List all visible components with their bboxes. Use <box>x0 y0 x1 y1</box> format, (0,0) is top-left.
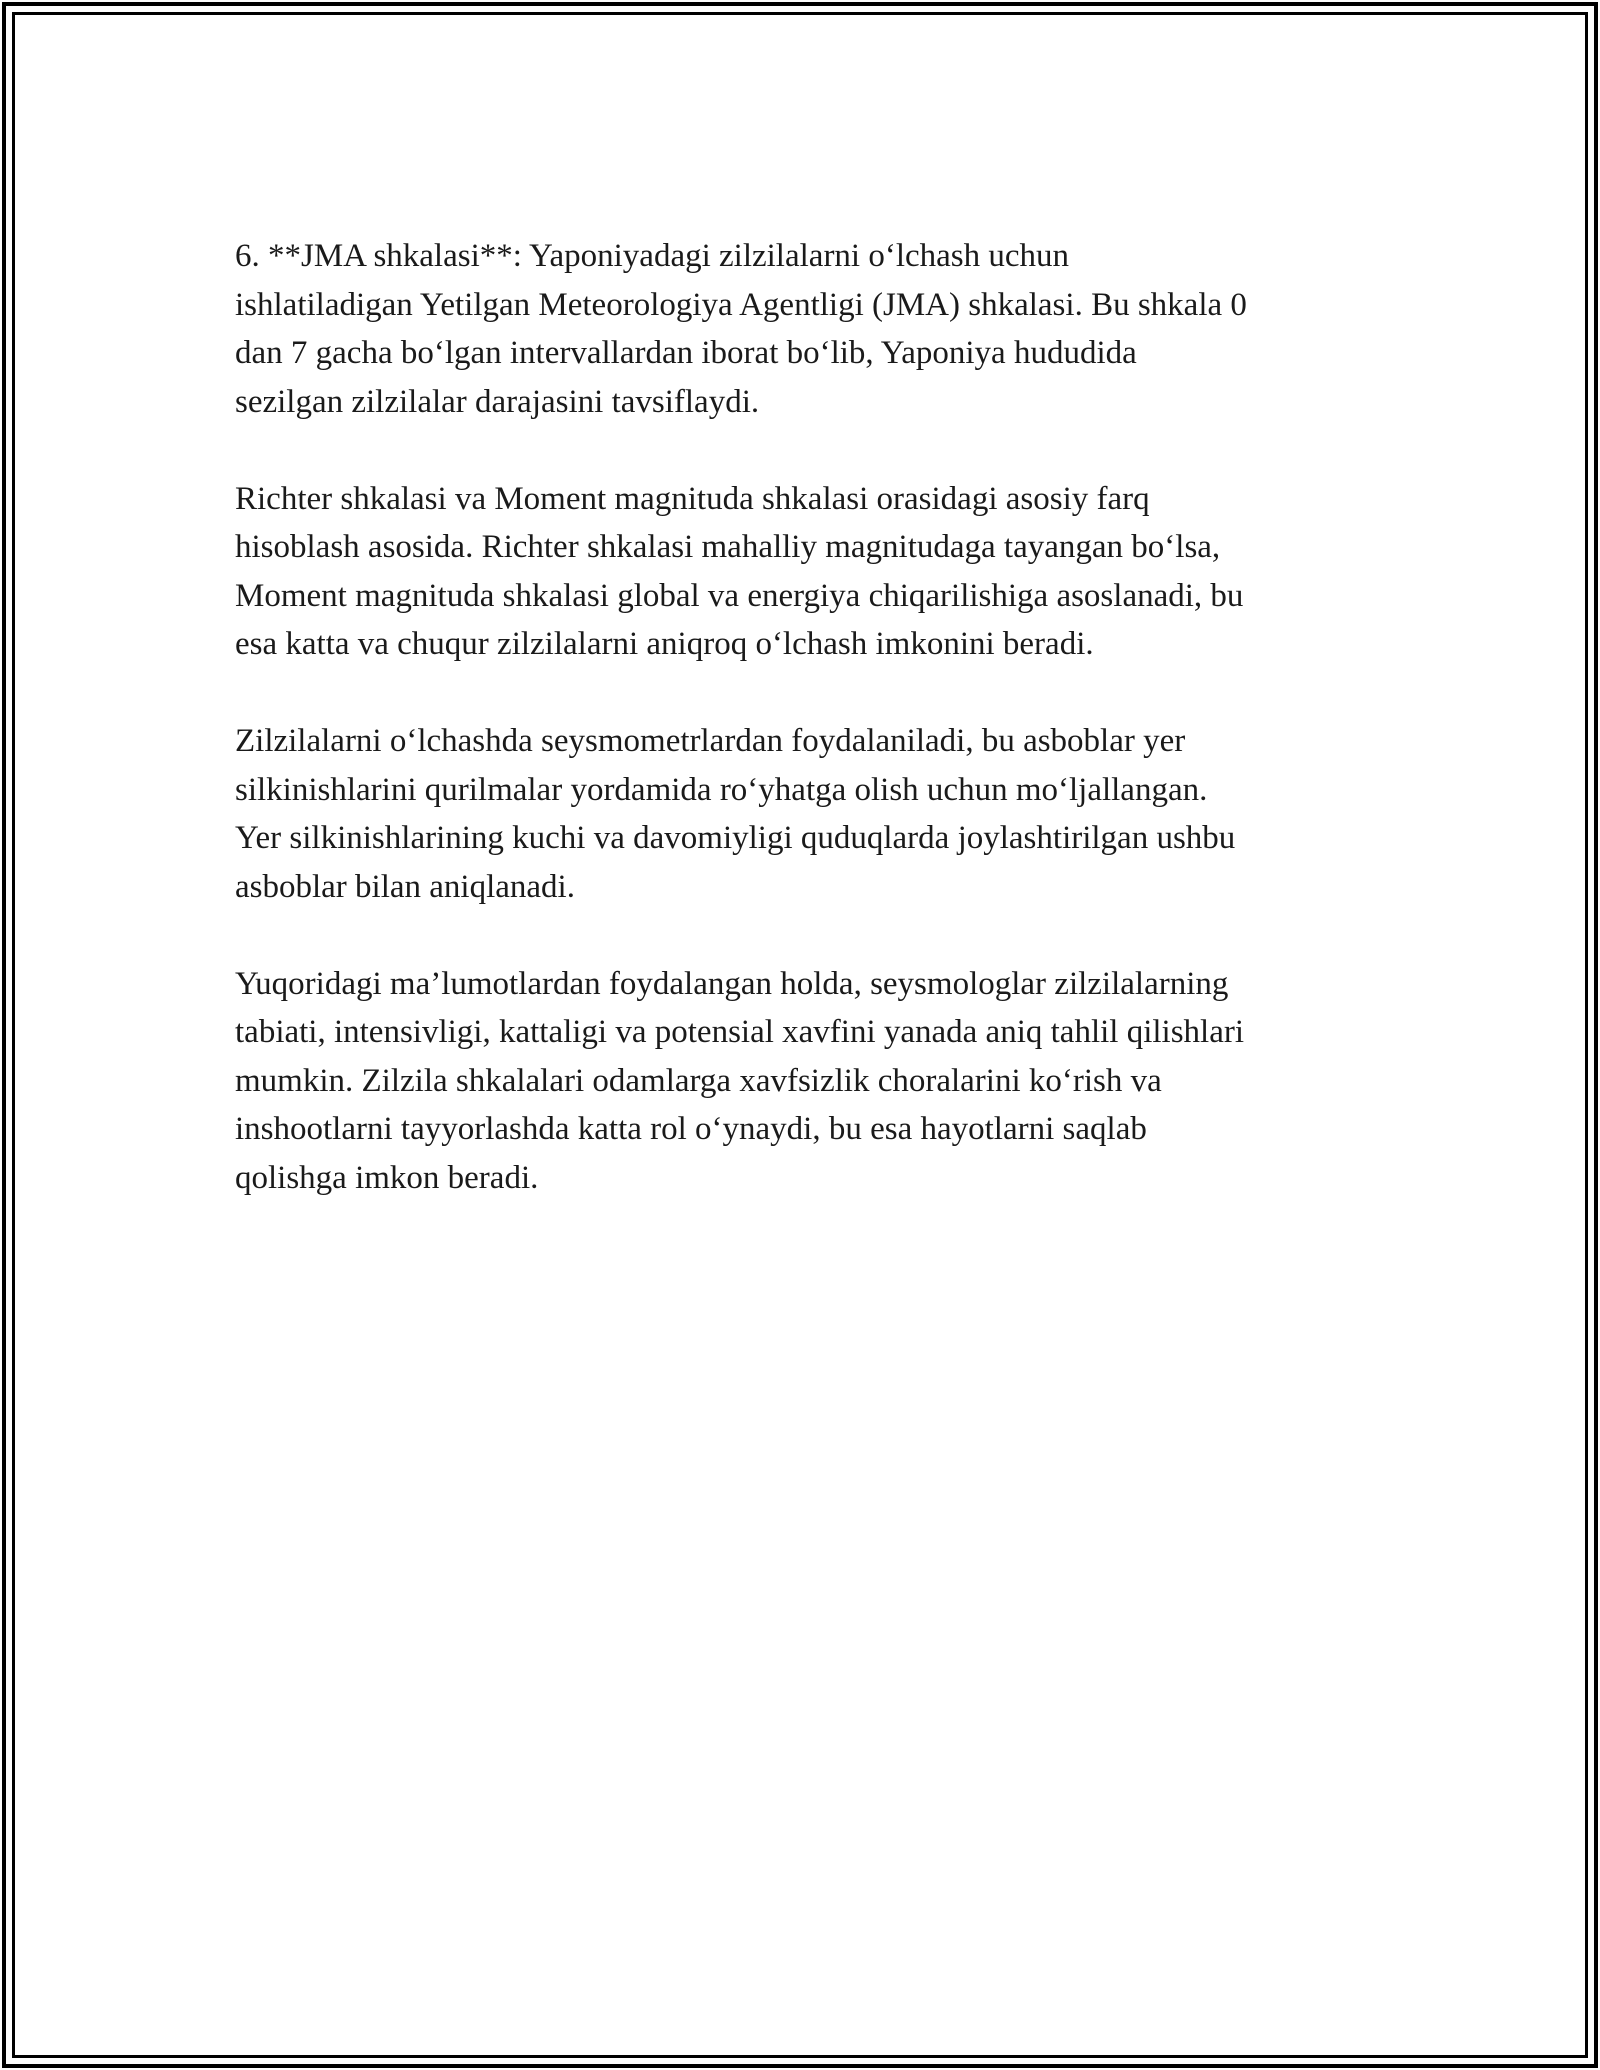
text-line: ishlatiladigan Yetilgan Meteorologiya Agentligi (JMA) shkalasi. Bu shkala 0 <box>235 286 1247 323</box>
text-line: Yuqoridagi ma’lumotlardan foydalangan holda, seysmologlar zilzilalarning <box>235 965 1229 1002</box>
paragraph-conclusion <box>235 960 1375 1203</box>
paragraph-richter-vs-moment <box>235 475 1375 669</box>
text-line: Yer silkinishlarining kuchi va davomiyligi quduqlarda joylashtirilgan ushbu <box>235 820 1236 856</box>
text-line: Moment magnituda shkalasi global va energiya chiqarilishiga asoslanadi, bu <box>235 577 1244 614</box>
text-line: Zilzilalarni o‘lchashda seysmometrlardan foydalaniladi, bu asboblar yer <box>235 723 1186 759</box>
text-line: asboblar bilan aniqlanadi. <box>235 868 575 905</box>
text-line: Richter shkalasi va Moment magnituda shkalasi orasidagi asosiy farq <box>235 480 1150 517</box>
text-line: hisoblash asosida. Richter shkalasi mahalliy magnitudaga tayangan bo‘lsa, <box>235 529 1221 565</box>
text-line: tabiati, intensivligi, kattaligi va potensial xavfini yanada aniq tahlil qilishlari <box>235 1014 1245 1050</box>
text-line: qolishga imkon beradi. <box>235 1159 539 1196</box>
text-line: mumkin. Zilzila shkalalari odamlarga xavfsizlik choralarini ko‘rish va <box>235 1062 1162 1099</box>
text-line: inshootlarni tayyorlashda katta rol o‘ynaydi, bu esa hayotlarni saqlab <box>235 1111 1147 1147</box>
paragraph-seismometers <box>235 717 1375 911</box>
document-body <box>235 232 1375 1251</box>
text-line: 6. **JMA shkalasi**: Yaponiyadagi zilzilalarni o‘lchash uchun <box>235 238 1070 274</box>
text-line: sezilgan zilzilalar darajasini tavsiflaydi. <box>235 383 760 420</box>
text-line: esa katta va chuqur zilzilalarni aniqroq o‘lchash imkonini beradi. <box>235 626 1094 662</box>
text-line: dan 7 gacha bo‘lgan intervallardan iborat bo‘lib, Yaponiya hududida <box>235 335 1137 371</box>
text-line: silkinishlarini qurilmalar yordamida ro‘yhatga olish uchun mo‘ljallangan. <box>235 771 1208 808</box>
paragraph-jma-scale <box>235 232 1375 426</box>
